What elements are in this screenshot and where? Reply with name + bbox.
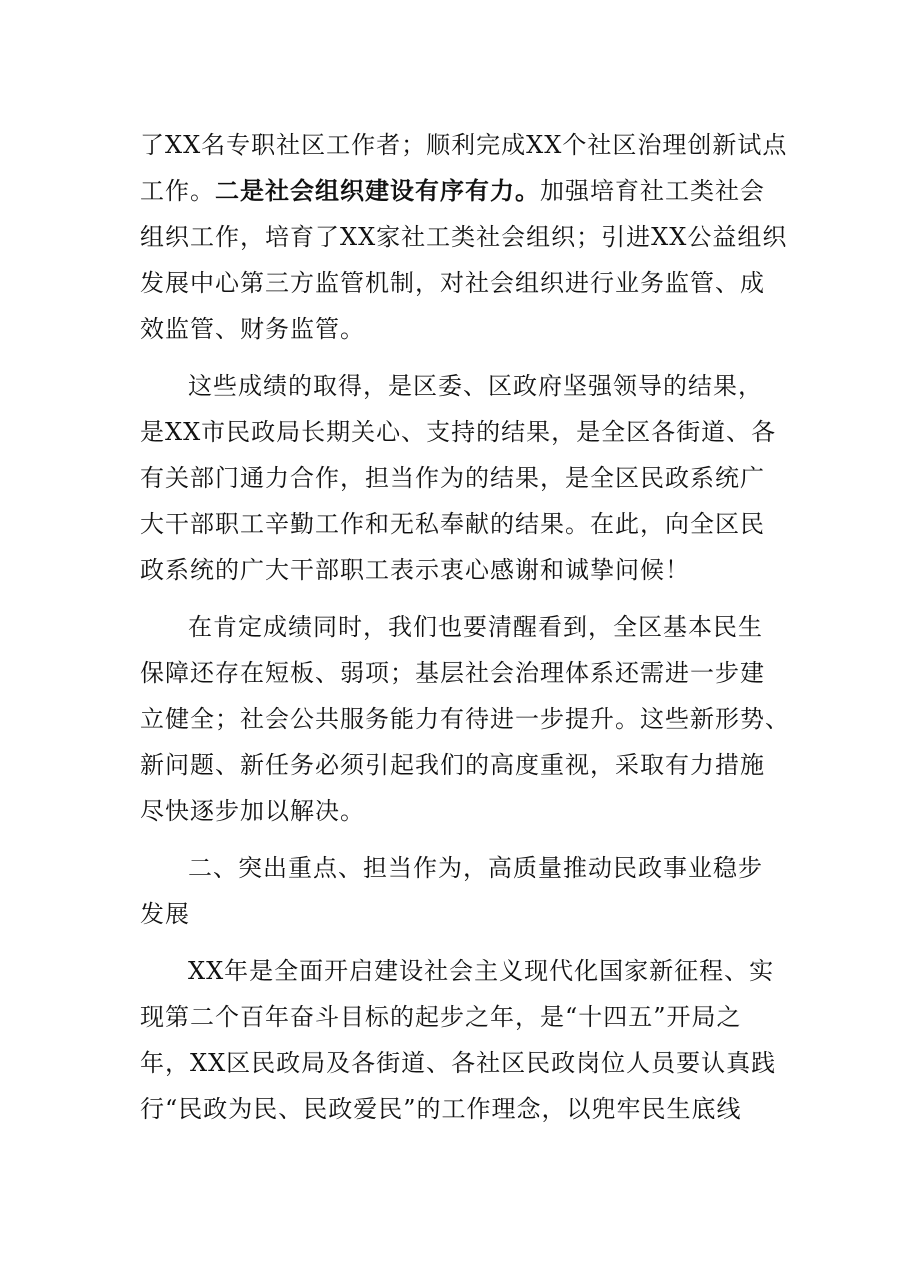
text-line	[140, 127, 787, 163]
text-run: 发展中心第三方监管机制，对社会组织进行业务监管、成	[140, 269, 765, 297]
text-line	[140, 747, 765, 783]
text-run: 保障还存在短板、弱项；基层社会治理体系还需进一步建	[140, 659, 765, 687]
text-run: 大干部职工辛勤工作和无私奉献的结果。在此，向全区民	[140, 510, 765, 538]
text-run: 有关部门通力合作，担当作为的结果，是全区民政系统广	[140, 464, 765, 492]
section-heading-line	[188, 850, 763, 886]
text-run: 组织工作，培育了XX家社工类社会组织；引进XX公益组织	[140, 223, 788, 251]
text-line	[140, 999, 742, 1035]
text-run: 工作。	[140, 177, 215, 205]
text-line	[140, 311, 365, 347]
text-run: 效监管、财务监管。	[140, 315, 365, 343]
text-run: 立健全；社会公共服务能力有待进一步提升。这些新形势、	[140, 705, 790, 733]
text-run: 加强培育社工类社会	[540, 177, 765, 205]
text-run: 年，XX区民政局及各街道、各社区民政岗位人员要认真践	[140, 1049, 777, 1077]
text-run: 现第二个百年奋斗目标的起步之年，是“十四五”开局之	[140, 1003, 742, 1031]
text-line	[140, 460, 765, 496]
text-line	[140, 506, 765, 542]
text-run: XX年是全面开启建设社会主义现代化国家新征程、实	[188, 957, 775, 985]
text-line	[140, 552, 690, 588]
paragraph-first-line	[188, 609, 763, 645]
text-line	[140, 414, 776, 450]
text-line	[140, 1045, 776, 1081]
text-run: 了XX名专职社区工作者；顺利完成XX个社区治理创新试点	[140, 131, 788, 159]
text-line	[140, 1091, 742, 1127]
bold-heading-run: 二是社会组织建设有序有力。	[215, 176, 540, 205]
text-run: 在肯定成绩同时，我们也要清醒看到，全区基本民生	[188, 613, 763, 641]
text-run: 是XX市民政局长期关心、支持的结果，是全区各街道、各	[140, 418, 777, 446]
text-line	[140, 793, 365, 829]
text-run: 这些成绩的取得，是区委、区政府坚强领导的结果，	[188, 372, 763, 400]
paragraph-first-line	[188, 368, 763, 404]
paragraph-first-line	[188, 953, 774, 989]
text-line	[140, 219, 787, 255]
text-run: 政系统的广大干部职工表示衷心感谢和诚挚问候！	[140, 556, 690, 584]
text-line	[140, 265, 765, 301]
text-line	[140, 173, 765, 209]
section-heading: 发展	[140, 900, 190, 928]
section-heading: 二、突出重点、担当作为，高质量推动民政事业稳步	[188, 854, 763, 882]
text-run: 行“民政为民、民政爱民”的工作理念，以兜牢民生底线	[140, 1095, 742, 1123]
text-line	[140, 655, 765, 691]
text-run: 尽快逐步加以解决。	[140, 797, 365, 825]
section-heading-line	[140, 896, 190, 932]
text-run: 新问题、新任务必须引起我们的高度重视，采取有力措施	[140, 751, 765, 779]
text-line	[140, 701, 790, 737]
